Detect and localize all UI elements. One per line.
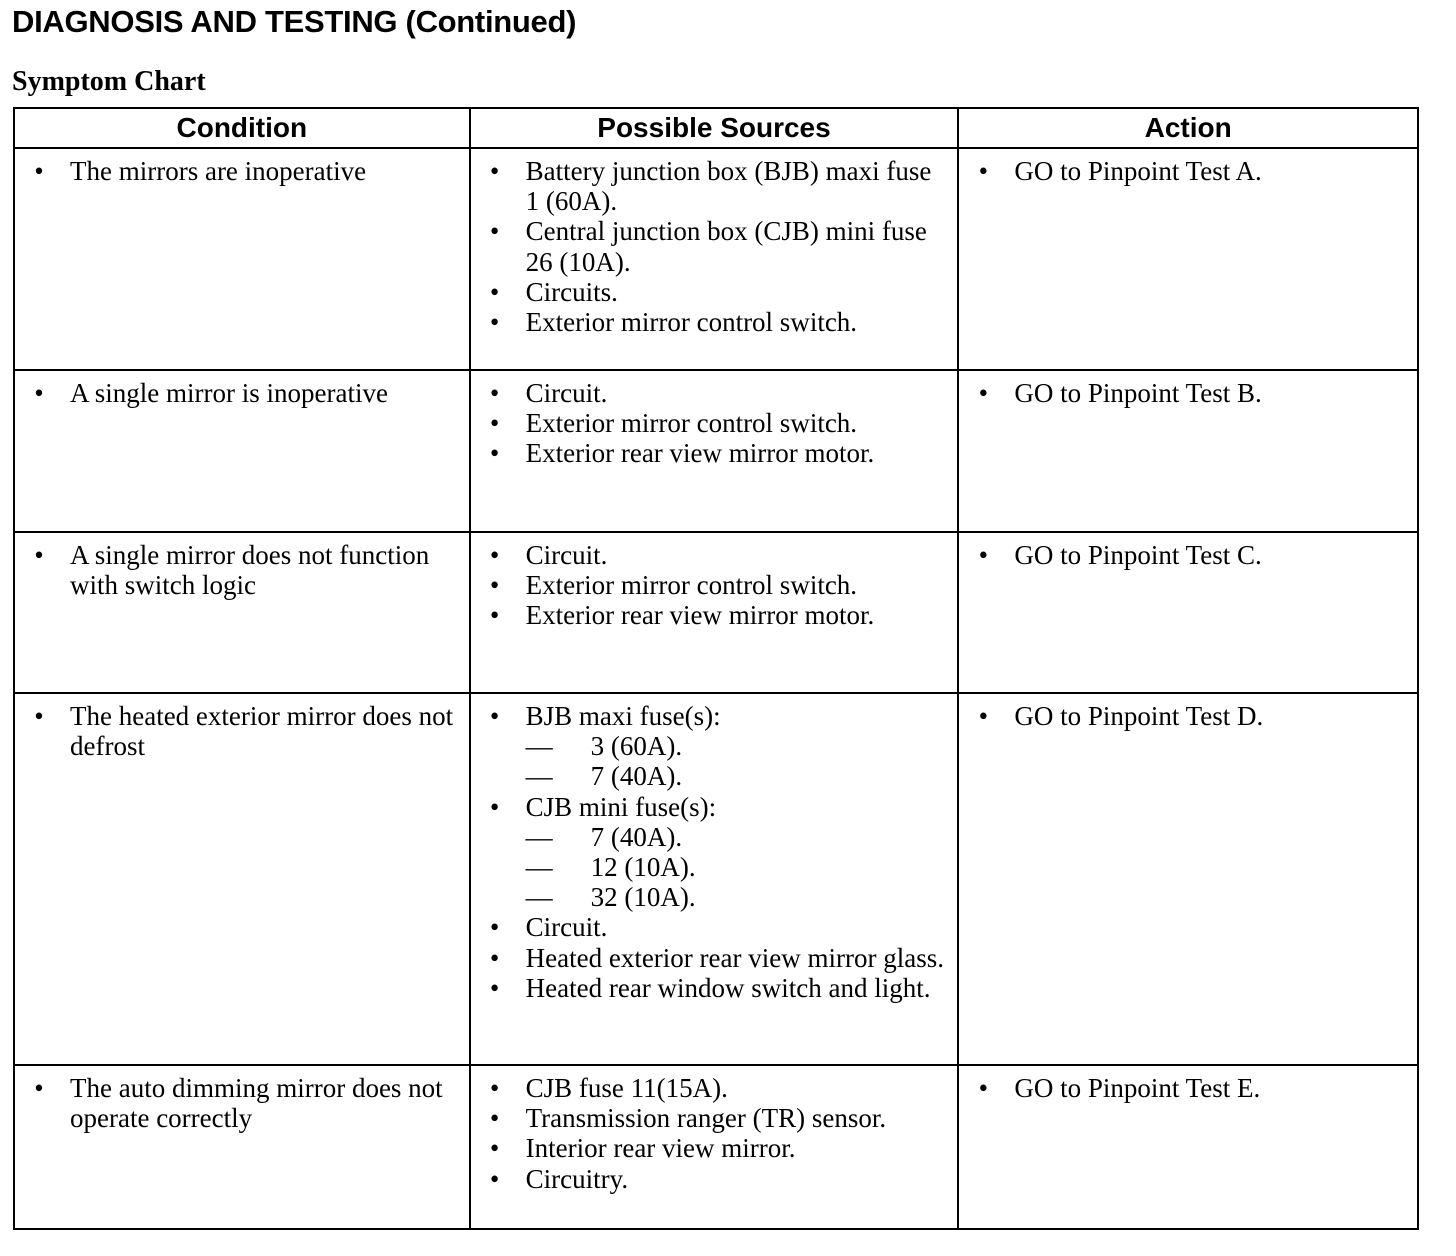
bullet-icon: •	[34, 156, 44, 186]
bullet-icon: •	[489, 570, 500, 601]
source-item	[471, 1164, 958, 1194]
bullet-icon: •	[489, 216, 500, 247]
condition-item	[15, 540, 469, 600]
action-list	[959, 1073, 1417, 1103]
action-item	[959, 156, 1417, 186]
condition-item-text: The mirrors are inoperative	[70, 156, 367, 186]
table-body	[14, 148, 1418, 1229]
source-item	[471, 792, 958, 913]
action-list	[959, 156, 1417, 186]
bullet-icon: •	[978, 156, 989, 186]
condition-item	[15, 156, 469, 186]
possible-sources-cell	[470, 532, 959, 693]
condition-item-text: The auto dimming mirror does not operate correctly	[70, 1073, 443, 1134]
condition-list	[15, 540, 469, 600]
action-item-text: GO to Pinpoint Test A.	[1014, 156, 1262, 186]
table-row	[14, 148, 1418, 370]
source-item-text: Battery junction box (BJB) maxi fuse 1 (60A).	[525, 156, 932, 217]
condition-list	[15, 156, 469, 186]
source-item	[471, 912, 958, 942]
bullet-icon: •	[489, 912, 500, 943]
action-cell	[958, 370, 1418, 532]
source-subitem	[526, 731, 952, 761]
table-row	[14, 370, 1418, 532]
source-sublist	[526, 822, 952, 913]
table-row	[14, 693, 1418, 1065]
dash-icon: —	[525, 852, 553, 883]
action-cell	[958, 1065, 1418, 1229]
source-item-text: CJB fuse 11(15A).	[525, 1073, 728, 1103]
bullet-icon: •	[489, 701, 500, 731]
action-list	[959, 701, 1417, 731]
source-item-text: Exterior rear view mirror motor.	[525, 438, 875, 469]
source-item-text: Heated exterior rear view mirror glass.	[525, 942, 944, 973]
action-cell	[958, 148, 1418, 370]
sources-list	[471, 540, 958, 631]
symptom-chart-table	[13, 107, 1419, 1230]
bullet-icon: •	[489, 307, 500, 338]
source-item	[471, 307, 958, 337]
action-item	[959, 701, 1417, 731]
condition-item	[15, 378, 469, 408]
source-item	[471, 701, 958, 792]
source-item	[471, 1073, 958, 1103]
dash-icon: —	[525, 821, 553, 852]
condition-cell	[14, 532, 470, 693]
action-item-text: GO to Pinpoint Test C.	[1014, 540, 1262, 570]
source-item-text: Circuit.	[525, 378, 608, 408]
source-item	[471, 216, 958, 276]
action-item-text: GO to Pinpoint Test D.	[1014, 701, 1264, 731]
action-item-text: GO to Pinpoint Test E.	[1014, 1073, 1261, 1103]
source-item-text: Exterior rear view mirror motor.	[525, 600, 875, 631]
source-item-text: Circuit.	[525, 912, 608, 943]
source-subitem-text: 3 (60A).	[590, 731, 683, 762]
condition-item-text: A single mirror is inoperative	[70, 378, 388, 408]
bullet-icon: •	[489, 438, 500, 469]
bullet-icon: •	[489, 791, 500, 822]
condition-item-text: The heated exterior mirror does not defrost	[70, 701, 454, 762]
source-subitem-text: 32 (10A).	[590, 882, 696, 913]
condition-item-text: A single mirror does not function with switch logic	[70, 540, 430, 601]
action-list	[959, 540, 1417, 570]
dash-icon: —	[525, 882, 553, 913]
header-condition: Condition	[14, 108, 470, 148]
header-action: Action	[958, 108, 1418, 148]
action-cell	[958, 693, 1418, 1065]
source-item	[471, 540, 958, 570]
sources-list	[471, 1073, 958, 1194]
table-row	[14, 532, 1418, 693]
source-item	[471, 600, 958, 630]
source-subitem-text: 12 (10A).	[590, 852, 696, 883]
source-item	[471, 408, 958, 438]
bullet-icon: •	[34, 701, 44, 731]
bullet-icon: •	[489, 1133, 500, 1164]
bullet-icon: •	[489, 540, 500, 570]
dash-icon: —	[525, 731, 553, 762]
action-item	[959, 540, 1417, 570]
section-subtitle: Symptom Chart	[12, 66, 206, 97]
bullet-icon: •	[489, 408, 500, 439]
source-item-text: Interior rear view mirror.	[525, 1133, 796, 1164]
source-item	[471, 156, 958, 216]
action-cell	[958, 532, 1418, 693]
bullet-icon: •	[489, 156, 500, 186]
source-item-text: Exterior mirror control switch.	[525, 408, 858, 439]
bullet-icon: •	[489, 1103, 500, 1134]
source-item-text: Exterior mirror control switch.	[525, 307, 858, 338]
dash-icon: —	[525, 761, 553, 792]
possible-sources-cell	[470, 370, 959, 532]
source-subitem	[526, 822, 952, 852]
table-header-row	[14, 108, 1418, 148]
source-item	[471, 1133, 958, 1163]
source-item-text: Heated rear window switch and light.	[525, 972, 931, 1003]
source-subitem	[526, 882, 952, 912]
source-subitem-text: 7 (40A).	[590, 761, 683, 792]
source-subitem	[526, 852, 952, 882]
table-row	[14, 1065, 1418, 1229]
source-item	[471, 570, 958, 600]
possible-sources-cell	[470, 148, 959, 370]
source-item	[471, 378, 958, 408]
condition-list	[15, 1073, 469, 1133]
bullet-icon: •	[489, 378, 500, 408]
source-item	[471, 943, 958, 973]
source-item-text: Circuitry.	[525, 1163, 629, 1194]
source-subitem	[526, 761, 952, 791]
bullet-icon: •	[978, 378, 989, 408]
condition-item	[15, 701, 469, 761]
action-item	[959, 378, 1417, 408]
source-item	[471, 438, 958, 468]
action-item-text: GO to Pinpoint Test B.	[1014, 378, 1262, 408]
source-item-text: Circuit.	[525, 540, 608, 570]
source-item-text: Circuits.	[525, 276, 618, 307]
condition-cell	[14, 148, 470, 370]
condition-cell	[14, 1065, 470, 1229]
bullet-icon: •	[34, 1073, 44, 1103]
source-subitem-text: 7 (40A).	[590, 821, 683, 852]
condition-cell	[14, 370, 470, 532]
source-item-text: CJB mini fuse(s):	[525, 791, 717, 822]
bullet-icon: •	[978, 1073, 989, 1103]
condition-list	[15, 701, 469, 761]
bullet-icon: •	[34, 378, 44, 408]
sources-list	[471, 156, 958, 337]
bullet-icon: •	[489, 1073, 500, 1103]
sources-list	[471, 378, 958, 469]
bullet-icon: •	[978, 701, 989, 731]
bullet-icon: •	[34, 540, 44, 570]
bullet-icon: •	[489, 1163, 500, 1194]
bullet-icon: •	[489, 600, 500, 631]
condition-item	[15, 1073, 469, 1133]
source-item-text: Central junction box (CJB) mini fuse 26 (10A).	[525, 216, 927, 277]
page-title: DIAGNOSIS AND TESTING (Continued)	[12, 4, 577, 39]
source-item	[471, 973, 958, 1003]
source-item	[471, 277, 958, 307]
source-item	[471, 1103, 958, 1133]
source-item-text: BJB maxi fuse(s):	[525, 701, 721, 731]
condition-list	[15, 378, 469, 408]
action-item	[959, 1073, 1417, 1103]
header-possible-sources: Possible Sources	[470, 108, 959, 148]
bullet-icon: •	[489, 942, 500, 973]
possible-sources-cell	[470, 1065, 959, 1229]
possible-sources-cell	[470, 693, 959, 1065]
bullet-icon: •	[978, 540, 989, 570]
bullet-icon: •	[489, 276, 500, 307]
bullet-icon: •	[489, 972, 500, 1003]
source-item-text: Exterior mirror control switch.	[525, 570, 858, 601]
action-list	[959, 378, 1417, 408]
condition-cell	[14, 693, 470, 1065]
source-sublist	[526, 731, 952, 791]
source-item-text: Transmission ranger (TR) sensor.	[525, 1103, 887, 1134]
sources-list	[471, 701, 958, 1003]
